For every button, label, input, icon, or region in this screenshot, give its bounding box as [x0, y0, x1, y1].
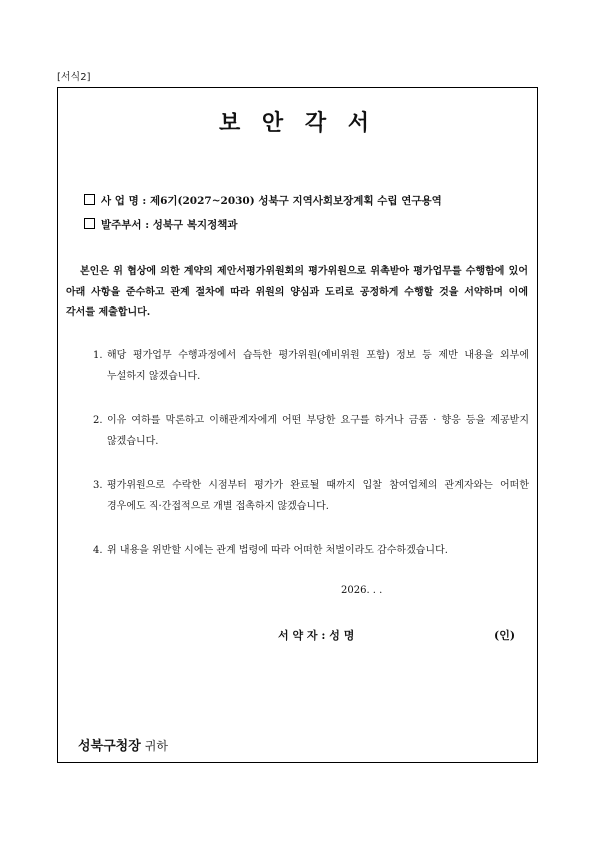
- pledge-intro-paragraph: 본인은 위 협상에 의한 계약의 제안서평가위원회의 평가위원으로 위촉받아 평가업무를 수행함에 있어 아래 사항을 준수하고 관계 절차에 따라 위원의 양심과 도리로 공정하게 수행할 것을 서약하며 이에 각서를 제출합니다.: [66, 266, 528, 318]
- pledge-number: 3.: [93, 480, 103, 491]
- form-number-label: [서식2]: [57, 72, 91, 83]
- ordering-department-label: 발주부서 :: [101, 219, 150, 231]
- pledge-number: 2.: [93, 415, 103, 426]
- pledge-text: 이유 여하를 막론하고 이해관계자에게 어떤 부당한 요구를 하거나 금품 · 향응 등을 제공받지 않겠습니다.: [107, 415, 529, 447]
- ordering-department-row: [84, 217, 238, 232]
- addressee-suffix: 귀하: [144, 739, 168, 753]
- pledge-text: 위 내용을 위반할 시에는 관계 법령에 따라 어떠한 처벌이라도 감수하겠습니다.: [107, 545, 448, 556]
- project-name-value: 제6기(2027~2030) 성북구 지역사회보장계획 수립 연구용역: [149, 195, 442, 207]
- pledge-item-2: [93, 411, 529, 452]
- project-name-row: [84, 193, 442, 208]
- pledge-number: 1.: [93, 350, 103, 361]
- signer-name-label: 서 약 자 : 성 명: [278, 629, 355, 642]
- pledge-item-1: [93, 346, 529, 387]
- document-title: 보 안 각 서: [219, 111, 376, 136]
- addressee-organization: 성북구청장: [78, 739, 141, 754]
- pledge-text: 평가위원으로 수락한 시점부터 평가가 완료될 때까지 입찰 참여업체의 관계자와는 어떠한 경우에도 직·간접적으로 개별 접촉하지 않겠습니다.: [107, 480, 529, 512]
- ordering-department-value: 성북구 복지정책과: [152, 219, 238, 231]
- pledge-number: 4.: [93, 545, 103, 556]
- department-checkbox: [84, 218, 95, 229]
- signing-date: 2026. . .: [341, 585, 383, 596]
- pledge-text: 해당 평가업무 수행과정에서 습득한 평가위원(예비위원 포함) 정보 등 제반 내용을 외부에 누설하지 않겠습니다.: [107, 350, 529, 382]
- pledge-item-3: [93, 476, 529, 517]
- addressee: [78, 735, 168, 754]
- project-checkbox: [84, 194, 95, 205]
- pledge-item-4: [93, 541, 529, 562]
- seal-mark: (인): [494, 629, 516, 642]
- project-name-label: 사 업 명 :: [101, 195, 147, 207]
